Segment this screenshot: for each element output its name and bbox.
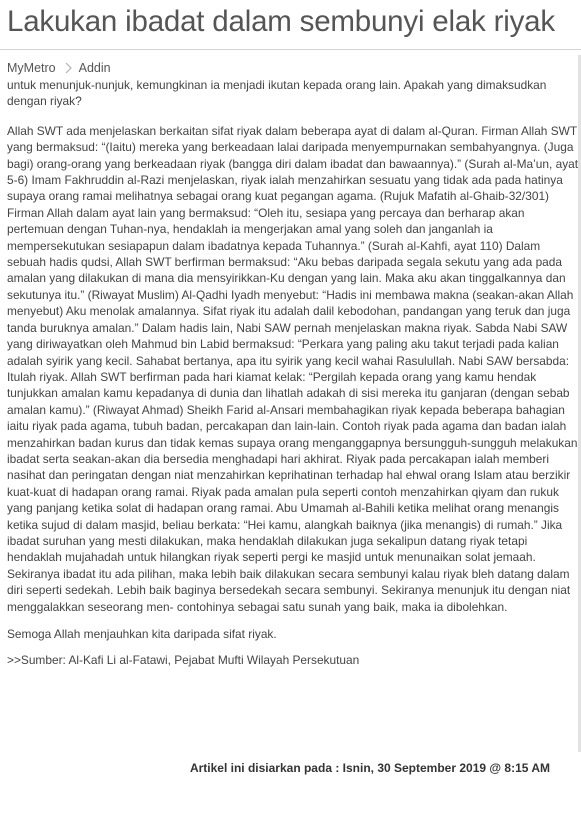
- article-closing-paragraph: Semoga Allah menjauhkan kita daripada sifat riyak.: [7, 627, 277, 641]
- article-source: >>Sumber: Al-Kafi Li al-Fatawi, Pejabat Mufti Wilayah Persekutuan: [7, 653, 360, 668]
- article-main-paragraph: Allah SWT ada menjelaskan berkaitan sifat riyak dalam beberapa ayat di dalam al-Quran. Firman Allah SWT yang bermaksud: “(Iaitu) mereka yang berkeadaan lalai daripada menyempurnakan sembahyangnya. (Juga bagi) orang-orang yang berkeadaan riyak (bangga diri dalam ibadat dan bawaannya).” (Surah al-Ma’un, ayat 5-6) Imam Fakhruddin al-Razi menjelaskan, riyak ialah menzahirkan sesuatu yang tidak ada pada hatinya supaya orang ramai melihatnya sebagai orang kuat pegangan agama. (Rujuk Mafatih al-Ghaib-32/301) Firman Allah dalam ayat lain yang bermaksud: “Oleh itu, sesiapa yang percaya dan berharap akan pertemuan dengan Tuhan-nya, hendaklah ia mengerjakan amal yang soleh dan janganlah ia mempersekutukan sesiapapun dalam ibadatnya kepada Tuhannya.” (Surah al-Kahfi, ayat 110) Dalam sebuah hadis qudsi, Allah SWT berfirman bermaksud: “Aku bebas daripada segala sekutu yang ada pada amalan yang dilakukan di mana dia mensyirikkan-Ku dengan yang lain. Maka aku akan tinggalkannya dan sekutunya itu.” (Riwayat Muslim) Al-Qadhi Iyadh menyebut: “Hadis ini membawa makna (seakan-akan Allah menyebut) Aku menolak amalannya. Sifat riyak itu adalah dalil kebodohan, pandangan yang teruk dan juga tanda buruknya amalan.” Dalam hadis lain, Nabi SAW pernah menjelaskan makna riyak. Sabda Nabi SAW yang diriwayatkan oleh Mahmud bin Labid bermaksud: “Perkara yang paling aku takut terjadi pada kalian adalah syirik yang kecil. Sahabat bertanya, apa itu syirik yang kecil wahai Rasulullah. Nabi SAW bersabda: Itulah riyak. Allah SWT berfirman pada hari kiamat kelak: “Pergilah kepada orang yang kamu hendak tunjukkan amalan kamu kepadanya di dunia dan lihatlah adakah di sisi mereka itu ganjaran (dengan sebab amalan kamu).” (Riwayat Ahmad) Sheikh Farid al-Ansari membahagikan riyak kepada beberapa bahagian iaitu riyak pada agama, tubuh badan, percakapan dan lain-lain. Contoh riyak pada agama dan badan ialah menzahirkan badan kurus dan tidak kemas supaya orang menganggapnya bersungguh-sungguh melakukan ibadat serta seakan-akan dia bersedia menghadapi hari akhirat. Riyak pada percakapan ialah memberi nasihat dan peringatan dengan niat menzahirkan keprihatinan terhadap hal ehwal orang Islam atau berzikir kuat-kuat di hadapan orang ramai. Riyak pada amalan pula seperti contoh menzahirkan qiyam dan rukuk yang panjang ketika solat di hadapan orang ramai. Abu Umamah al-Bahili ketika melihat orang menangis ketika sujud di dalam masjid, beliau berkata: “Hei kamu, alangkah baiknya (jika menangis) di rumah.” Jika ibadat suruhan yang mesti dilakukan, maka hendaklah dilakukan juga sekalipun datang riyak tetapi hendaklah mujahadah untuk hilangkan riyak seperti pergi ke masjid untuk menunaikan solat jemaah. Sekiranya ibadat itu ada pilihan, maka lebih baik dilakukan secara sembunyi kalau riyak bleh datang dalam diri seperti sedekah. Lebih baik baginya bersedekah secara sembunyi. Sekiranya menunjuk itu dengan niat menggalakkan seseorang men- contohinya sebagai satu sunah yang baik, maka ia dibolehkan.: [7, 123, 579, 614]
- article-intro-paragraph: untuk menunjuk-nunjuk, kemungkinan ia menjadi ikutan kepada orang lain. Apakah yang dimaksudkan dengan riyak?: [7, 78, 547, 109]
- breadcrumb-item-mymetro[interactable]: MyMetro: [7, 61, 56, 75]
- article-body: [7, 77, 579, 679]
- breadcrumb: [7, 60, 111, 76]
- title-divider: [0, 49, 581, 50]
- published-date: Artikel ini disiarkan pada : Isnin, 30 September 2019 @ 8:15 AM: [189, 761, 550, 775]
- breadcrumb-item-addin[interactable]: Addin: [78, 61, 111, 75]
- page-title: Lakukan ibadat dalam sembunyi elak riyak: [7, 5, 555, 38]
- chevron-right-icon: [63, 61, 73, 75]
